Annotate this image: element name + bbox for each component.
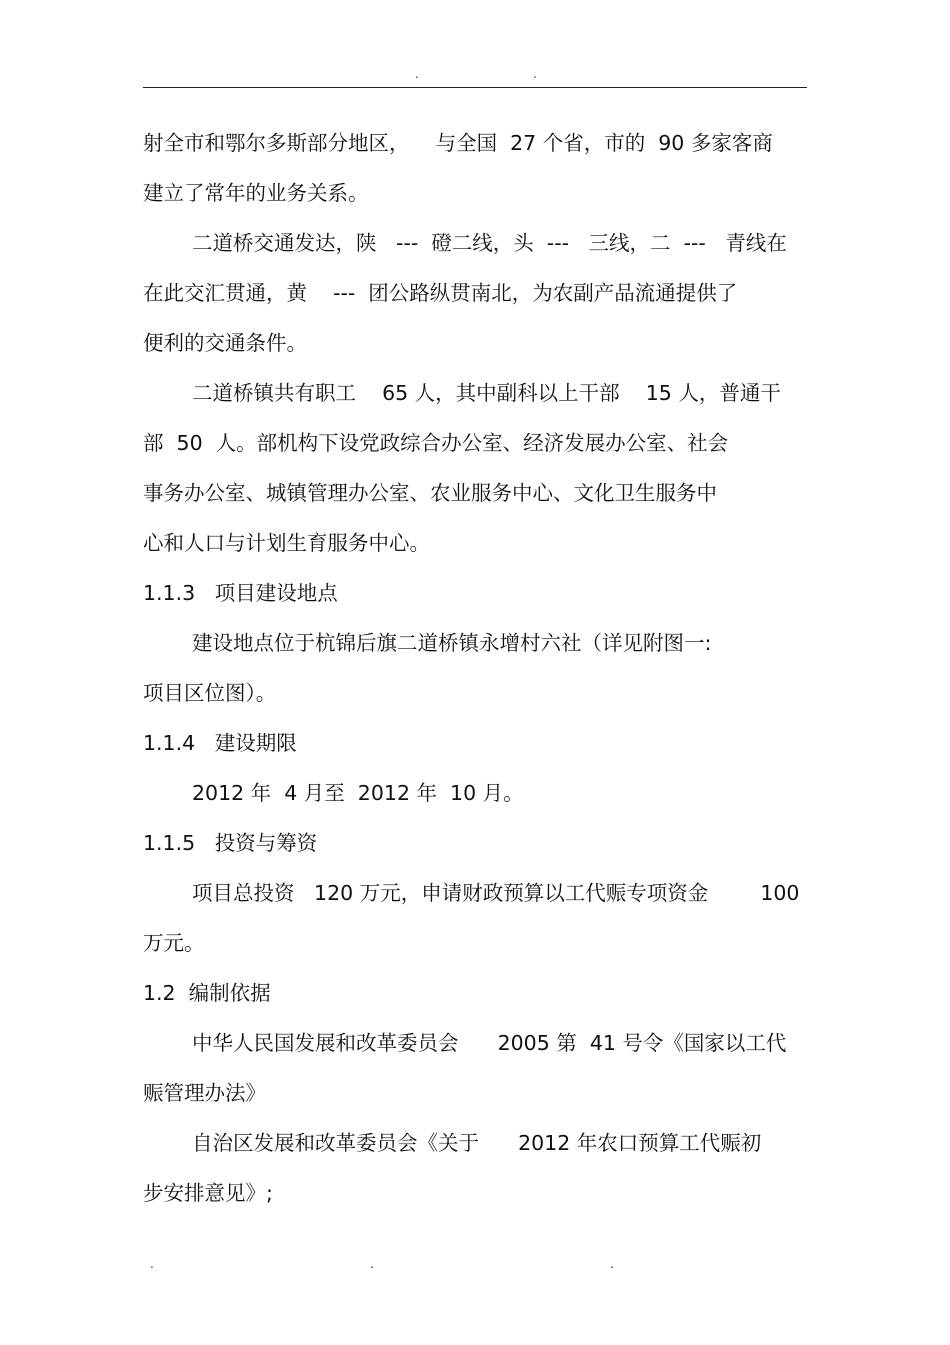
paragraph-line: 便利的交通条件。 xyxy=(143,331,307,355)
header-dot: . xyxy=(533,67,537,81)
header-dot: . xyxy=(415,67,419,81)
header-rule xyxy=(143,87,807,88)
section-heading: 1.2 编制依据 xyxy=(143,981,271,1005)
page-header xyxy=(0,68,950,82)
page-footer xyxy=(0,1258,950,1272)
paragraph-line: 部 50 人。部机构下设党政综合办公室、经济发展办公室、社会 xyxy=(143,431,729,455)
section-heading: 1.1.5 投资与筹资 xyxy=(143,831,318,855)
paragraph-line: 项目区位图）。 xyxy=(143,681,277,705)
paragraph-line: 射全市和鄂尔多斯部分地区， 与全国 27 个省，市的 90 多家客商 xyxy=(143,131,773,155)
paragraph-line: 赈管理办法》 xyxy=(143,1081,266,1105)
paragraph-line: 二道桥镇共有职工 65 人，其中副科以上干部 15 人，普通干 xyxy=(192,381,781,405)
paragraph-line: 项目总投资 120 万元，申请财政预算以工代赈专项资金 100 xyxy=(192,881,800,905)
paragraph-line: 建设地点位于杭锦后旗二道桥镇永增村六社（详见附图一: xyxy=(192,631,712,655)
paragraph-line: 2012 年 4 月至 2012 年 10 月。 xyxy=(192,781,524,805)
footer-dot: . xyxy=(370,1257,374,1271)
paragraph-line: 事务办公室、城镇管理办公室、农业服务中心、文化卫生服务中 xyxy=(143,481,717,505)
footer-dot: . xyxy=(610,1257,614,1271)
paragraph-line: 二道桥交通发达，陕 --- 磴二线，头 --- 三线，二 --- 青线在 xyxy=(192,231,787,255)
paragraph-line: 中华人民国发展和改革委员会 2005 第 41 号令《国家以工代 xyxy=(192,1031,787,1055)
paragraph-line: 步安排意见》; xyxy=(143,1181,273,1205)
paragraph-line: 自治区发展和改革委员会《关于 2012 年农口预算工代赈初 xyxy=(192,1131,762,1155)
footer-dot: . xyxy=(150,1257,154,1271)
paragraph-line: 心和人口与计划生育服务中心。 xyxy=(143,531,430,555)
paragraph-line: 万元。 xyxy=(143,931,205,955)
section-heading: 1.1.4 建设期限 xyxy=(143,731,297,755)
paragraph-line: 在此交汇贯通，黄 --- 团公路纵贯南北，为农副产品流通提供了 xyxy=(143,281,738,305)
section-heading: 1.1.3 项目建设地点 xyxy=(143,581,338,605)
paragraph-line: 建立了常年的业务关系。 xyxy=(143,181,369,205)
